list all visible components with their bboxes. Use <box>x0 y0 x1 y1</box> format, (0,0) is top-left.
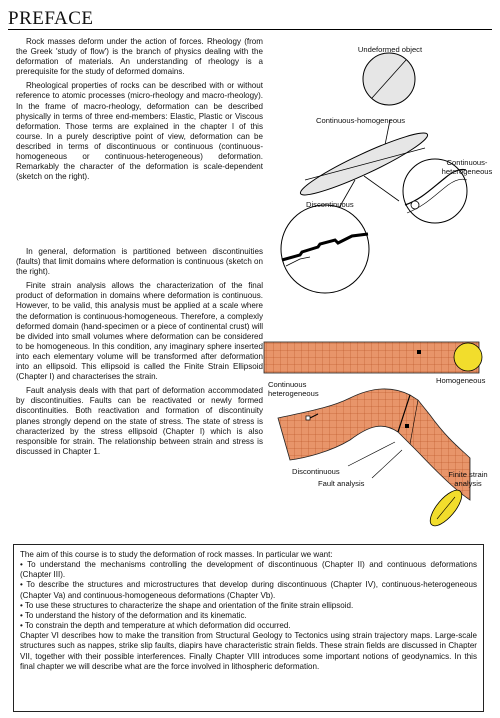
aims-box <box>13 544 484 712</box>
body-paragraph-3: Fault analysis deals with that part of deformation accommodated by discontinuities. Faults can be reactivated or newly formed discontinuities. Both reactivation and formation of discontinuity planes strongly depend on the state of stress. The state of stress is characterized by the stress ellipsoid (Chapter I) which is also responsible for strain. The relationship between strain and stress is discussed in Chapter 1. <box>16 386 263 456</box>
aims-item: • To describe the structures and microstructures that develop during discontinuous (Chapter IV), continuous-heterogeneous (Chapter Va) and continuous-homogeneous deformations (Chapter Vb). <box>20 580 477 600</box>
aims-item: • To understand the mechanisms controlling the development of discontinuous (Chapter II) and continuous deformations (Chapter III). <box>20 560 477 580</box>
label-fault-analysis: Fault analysis <box>318 479 365 488</box>
aims-lead: The aim of this course is to study the deformation of rock masses. In particular we want: <box>20 550 333 559</box>
label-undeformed: Undeformed object <box>357 45 423 54</box>
label-continuous-homogeneous: Continuous-homogeneous <box>316 116 406 125</box>
label-finite-strain: Finite strain analysis <box>448 470 488 488</box>
page-title: PREFACE <box>8 8 94 29</box>
label-discontinuous: Discontinuous <box>306 200 354 209</box>
aims-closing: Chapter VI describes how to make the transition from Structural Geology to Tectonics using strain trajectory maps. Large-scale structures such as nappes, strike slip faults, diapirs have characteristic strain fields. These strain fields are discussed in Chapter VII, together with their possible interferences. Finally Chapter VIII introduces some important notions of geodynamics. In this final chapter we will describe what are the force involved in lithospheric deformation. <box>20 631 477 671</box>
label-discontinuous-2: Discontinuous <box>292 467 340 476</box>
intro-paragraph-2: Rheological properties of rocks can be described with or without reference to atomic processes (micro-rheology and macro-rheology). In the frame of macro-rheology, deformation can be described physically in terms of three end-members: Elastic, Plastic or Viscous deformation. Those terms are explained in the chapter I of this course. In a purely descriptive point of view, deformation can be described in terms of discontinuous or continuous (continuous-homogeneous or continuous-heterogeneous) deformation. Remarkably the character of the deformation is scale-dependent (sketch on the right). <box>16 81 263 182</box>
aims-item: • To use these structures to characterize the shape and orientation of the finite strain ellipsoid. <box>20 600 354 610</box>
aims-list <box>20 560 477 631</box>
body-paragraph-2: Finite strain analysis allows the characterization of the final product of deformation in domains where deformation is continuous. However, to be valid, this analysis must be applied at a scale where the deformation is continuous-homogeneous. Therefore, a complexly deformed domain (hand-specimen or a piece of continental crust) will be divided into small volumes where deformation can be considered to be homogeneous. In this condition, any imaginary sphere inserted into each elementary volume will be transformed after deformation into an ellipsoid. This ellipsoid is called the Finite Strain Ellipsoid (Chapter I) and characterises the strain. <box>16 281 263 382</box>
homogeneous-circle <box>454 343 482 371</box>
intro-paragraph-1: Rock masses deform under the action of forces. Rheology (from the Greek 'study of flow') is the branch of physics dealing with the deformation of materials. An understanding of rheology is a prerequisite for the study of deformed domains. <box>16 37 263 77</box>
label-continuous-heterogeneous: Continuous- heterogeneous <box>441 158 493 176</box>
aims-item: • To constrain the depth and temperature at which deformation did occurred. <box>20 621 291 631</box>
label-continuous-heterogeneous-2: Continuous heterogeneous <box>268 380 319 398</box>
aims-item: • To understand the history of the deformation and its kinematic. <box>20 610 247 620</box>
crust-block <box>264 342 479 373</box>
body-paragraph-1: In general, deformation is partitioned between discontinuities (faults) that limit domains where deformation is continuous (sketch on the right). <box>16 247 263 277</box>
label-homogeneous: Homogeneous <box>436 376 486 385</box>
